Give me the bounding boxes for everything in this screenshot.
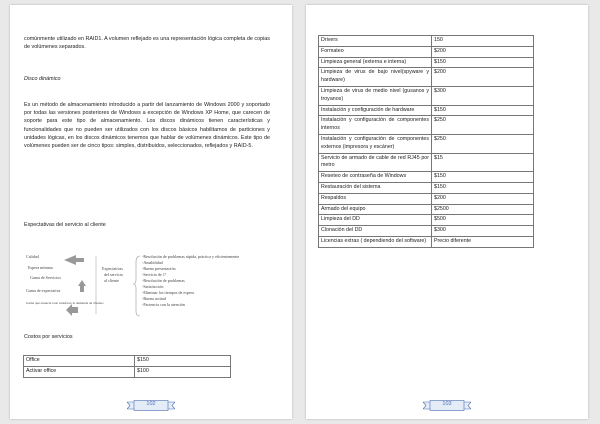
table-row xyxy=(319,215,534,226)
costs-table-right xyxy=(318,35,534,248)
price-cell: $200 xyxy=(432,68,534,87)
price-cell: $150 xyxy=(432,57,534,68)
service-cell: Reseteo de contraseña de Windows xyxy=(319,172,432,183)
table-row xyxy=(319,116,534,135)
diagram-bullet: -Resolución de problemas rápida, práctica y eficientemente xyxy=(142,254,240,259)
service-cell: Servicio de armado de cable de red RJ45 por metro xyxy=(319,153,432,172)
heading-expectations: Expectativas del servicio al cliente xyxy=(24,222,106,228)
service-cell: Limpieza general (externa e interna) xyxy=(319,57,432,68)
costs-table-left xyxy=(23,355,231,378)
arrow-icon xyxy=(64,255,84,265)
arrow-icon xyxy=(66,304,78,316)
price-cell: $200 xyxy=(432,46,534,57)
diagram-label: Espera mínima xyxy=(28,265,53,270)
table-row xyxy=(319,105,534,116)
price-cell: $2500 xyxy=(432,204,534,215)
diagram-bullet: -Amabilidad xyxy=(142,260,163,265)
left-page xyxy=(10,5,292,419)
table-row xyxy=(319,172,534,183)
diagram-center-label: Expectativas xyxy=(102,266,123,271)
table-row xyxy=(319,182,534,193)
price-cell: $15 xyxy=(432,153,534,172)
price-cell: $150 xyxy=(432,182,534,193)
table-row xyxy=(319,204,534,215)
price-cell: 150 xyxy=(432,36,534,47)
service-cell: Activar office xyxy=(24,366,135,377)
table-row xyxy=(319,193,534,204)
table-row xyxy=(24,366,231,377)
diagram-bullet: -Buena actitud xyxy=(142,296,166,301)
page-number: 103 xyxy=(442,401,452,407)
diagram-bullet: -Buena presentación xyxy=(142,266,176,271)
price-cell: Precio diferente xyxy=(432,236,534,247)
table-row xyxy=(319,226,534,237)
diagram-bullet: -Servicio de 1ª xyxy=(142,272,167,277)
expectations-diagram xyxy=(24,252,264,324)
service-cell: Restauración del sistema xyxy=(319,182,432,193)
price-cell: $300 xyxy=(432,86,534,105)
intro-paragraph: comúnmente utilizado en RAID1. A volumen reflejado es una representación lógica completa de copias de volúmenes separados. xyxy=(24,36,270,51)
price-cell: $500 xyxy=(432,215,534,226)
service-cell: Licencias extras ( dependiendo del software) xyxy=(319,236,432,247)
service-cell: Instalación y configuración de componentes externos (impresora y escáner) xyxy=(319,134,432,153)
service-cell: Limpieza de virus de bajo nivel(spyware y hardware) xyxy=(319,68,432,87)
service-cell: Clonación del DD xyxy=(319,226,432,237)
diagram-label: Calidad xyxy=(26,254,39,259)
diagram-label: Gama de expectativa xyxy=(26,288,61,293)
service-cell: Office xyxy=(24,356,135,367)
right-page xyxy=(306,5,588,419)
price-cell: $150 xyxy=(432,172,534,183)
page-number-banner xyxy=(423,400,471,411)
page-number-banner xyxy=(127,400,175,411)
price-cell: $300 xyxy=(432,226,534,237)
table-row xyxy=(319,46,534,57)
service-cell: Instalación y configuración de hardware xyxy=(319,105,432,116)
price-cell: $250 xyxy=(432,134,534,153)
diagram-bullet: -Paciencia con la atención xyxy=(142,302,185,307)
table-row xyxy=(319,36,534,47)
diagram-label: Gama de Servicios xyxy=(30,275,61,280)
arrow-icon xyxy=(78,280,86,292)
dynamic-disk-paragraph: Es un método de almacenamiento introducido a partir del lanzamiento de Windows 2000 y soportado por todas las versiones posteriores de Windows a excepción de Windows XP Home, que carecen de soporte para este tipo de almacenamiento. Los discos dinámicos tienen características y funcionalidades que no pueden ser utilizados con los discos básicos habilitamos de particiones y unidades lógicas, en los discos dinámicos tenemos que hablar de volúmenes dinámicos. Este tipo de volúmenes pueden ser de cinco tipos: simples, distribuidos, seleccionados, reflejados y RAID-5. xyxy=(24,102,270,150)
table-row xyxy=(319,236,534,247)
table-row xyxy=(319,134,534,153)
service-cell: Limpieza de virus de medio nivel (gusanos y troyanos) xyxy=(319,86,432,105)
table-row xyxy=(319,68,534,87)
table-row xyxy=(319,57,534,68)
service-cell: Respaldos xyxy=(319,193,432,204)
price-cell: $150 xyxy=(135,356,231,367)
diagram-label: Gama que anuncia todo satisfacer la demanda de clientes xyxy=(26,301,104,305)
service-cell: Armado del equipo xyxy=(319,204,432,215)
price-cell: $100 xyxy=(135,366,231,377)
service-cell: Limpieza del DD xyxy=(319,215,432,226)
heading-dynamic-disk: Disco dinámico xyxy=(24,76,61,82)
service-cell: Drivers xyxy=(319,36,432,47)
page-number: 102 xyxy=(146,401,156,407)
service-cell: Formateo xyxy=(319,46,432,57)
table-row xyxy=(24,356,231,367)
heading-costs: Costos por servicios xyxy=(24,334,73,340)
diagram-bullet: -Resolución de problemas xyxy=(142,278,185,283)
price-cell: $200 xyxy=(432,193,534,204)
diagram-center-label: del servicio xyxy=(104,272,123,277)
diagram-bullet: -Eliminar los tiempos de espera xyxy=(142,290,194,295)
brace-icon xyxy=(133,256,140,316)
price-cell: $250 xyxy=(432,116,534,135)
service-cell: Instalación y configuración de componentes internos xyxy=(319,116,432,135)
diagram-bullet: -Satisfacción xyxy=(142,284,164,289)
diagram-center-label: al cliente xyxy=(104,278,119,283)
table-row xyxy=(319,86,534,105)
table-row xyxy=(319,153,534,172)
price-cell: $150 xyxy=(432,105,534,116)
